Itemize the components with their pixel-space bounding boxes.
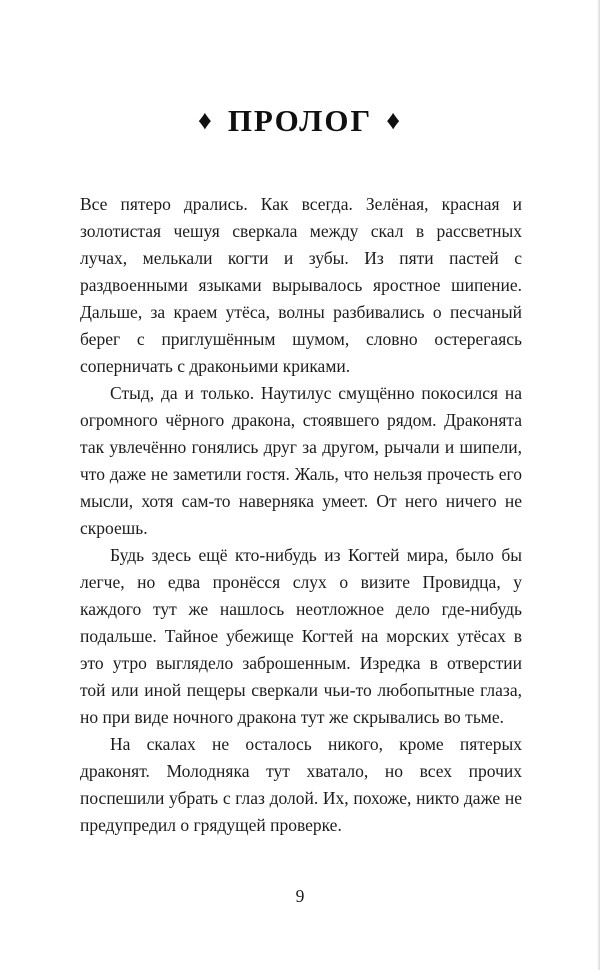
- chapter-title-text: ПРОЛОГ: [227, 103, 373, 138]
- paragraph-3: Будь здесь ещё кто-нибудь из Когтей мира, было бы легче, но едва пронёсся слух о визите Провидца, у каждого тут же нашлось неотложное дело где-нибудь подальше. Тайное убежище Когтей на морских утёсах в это утро выглядело заброшенным. Изредка в отверстии той или иной пещеры сверкали чьи-то любопытные глаза, но при виде ночного дракона тут же скрывались во тьме.: [80, 545, 522, 727]
- page-number: 9: [295, 886, 305, 906]
- chapter-title: [0, 103, 600, 139]
- paragraph-2: Стыд, да и только. Наутилус смущённо покосился на огромного чёрного дракона, стоявшего рядом. Драконята так увлечённо гонялись друг за другом, рычали и шипели, что даже не заметили гостя. Жаль, что нельзя прочесть его мысли, хотя сам-то наверняка умеет. От него ничего не скроешь.: [80, 383, 522, 538]
- paragraph-4: На скалах не осталось никого, кроме пятерых драконят. Молодняка тут хватало, но всех прочих поспешили убрать с глаз долой. Их, похоже, никто даже не предупредил о грядущей проверке.: [80, 734, 522, 835]
- diamond-icon-right: ♦: [386, 105, 402, 135]
- diamond-icon-left: ♦: [198, 105, 214, 135]
- body-text: [80, 191, 522, 839]
- paragraph-1: Все пятеро дрались. Как всегда. Зелёная, красная и золотистая чешуя сверкала между скал в рассветных лучах, мелькали когти и зубы. Из пяти пастей с раздвоенными языками вырывалось яростное шипение. Дальше, за краем утёса, волны разбивались о песчаный берег с приглушённым шумом, словно остерегаясь соперничать с драконьими криками.: [80, 194, 522, 376]
